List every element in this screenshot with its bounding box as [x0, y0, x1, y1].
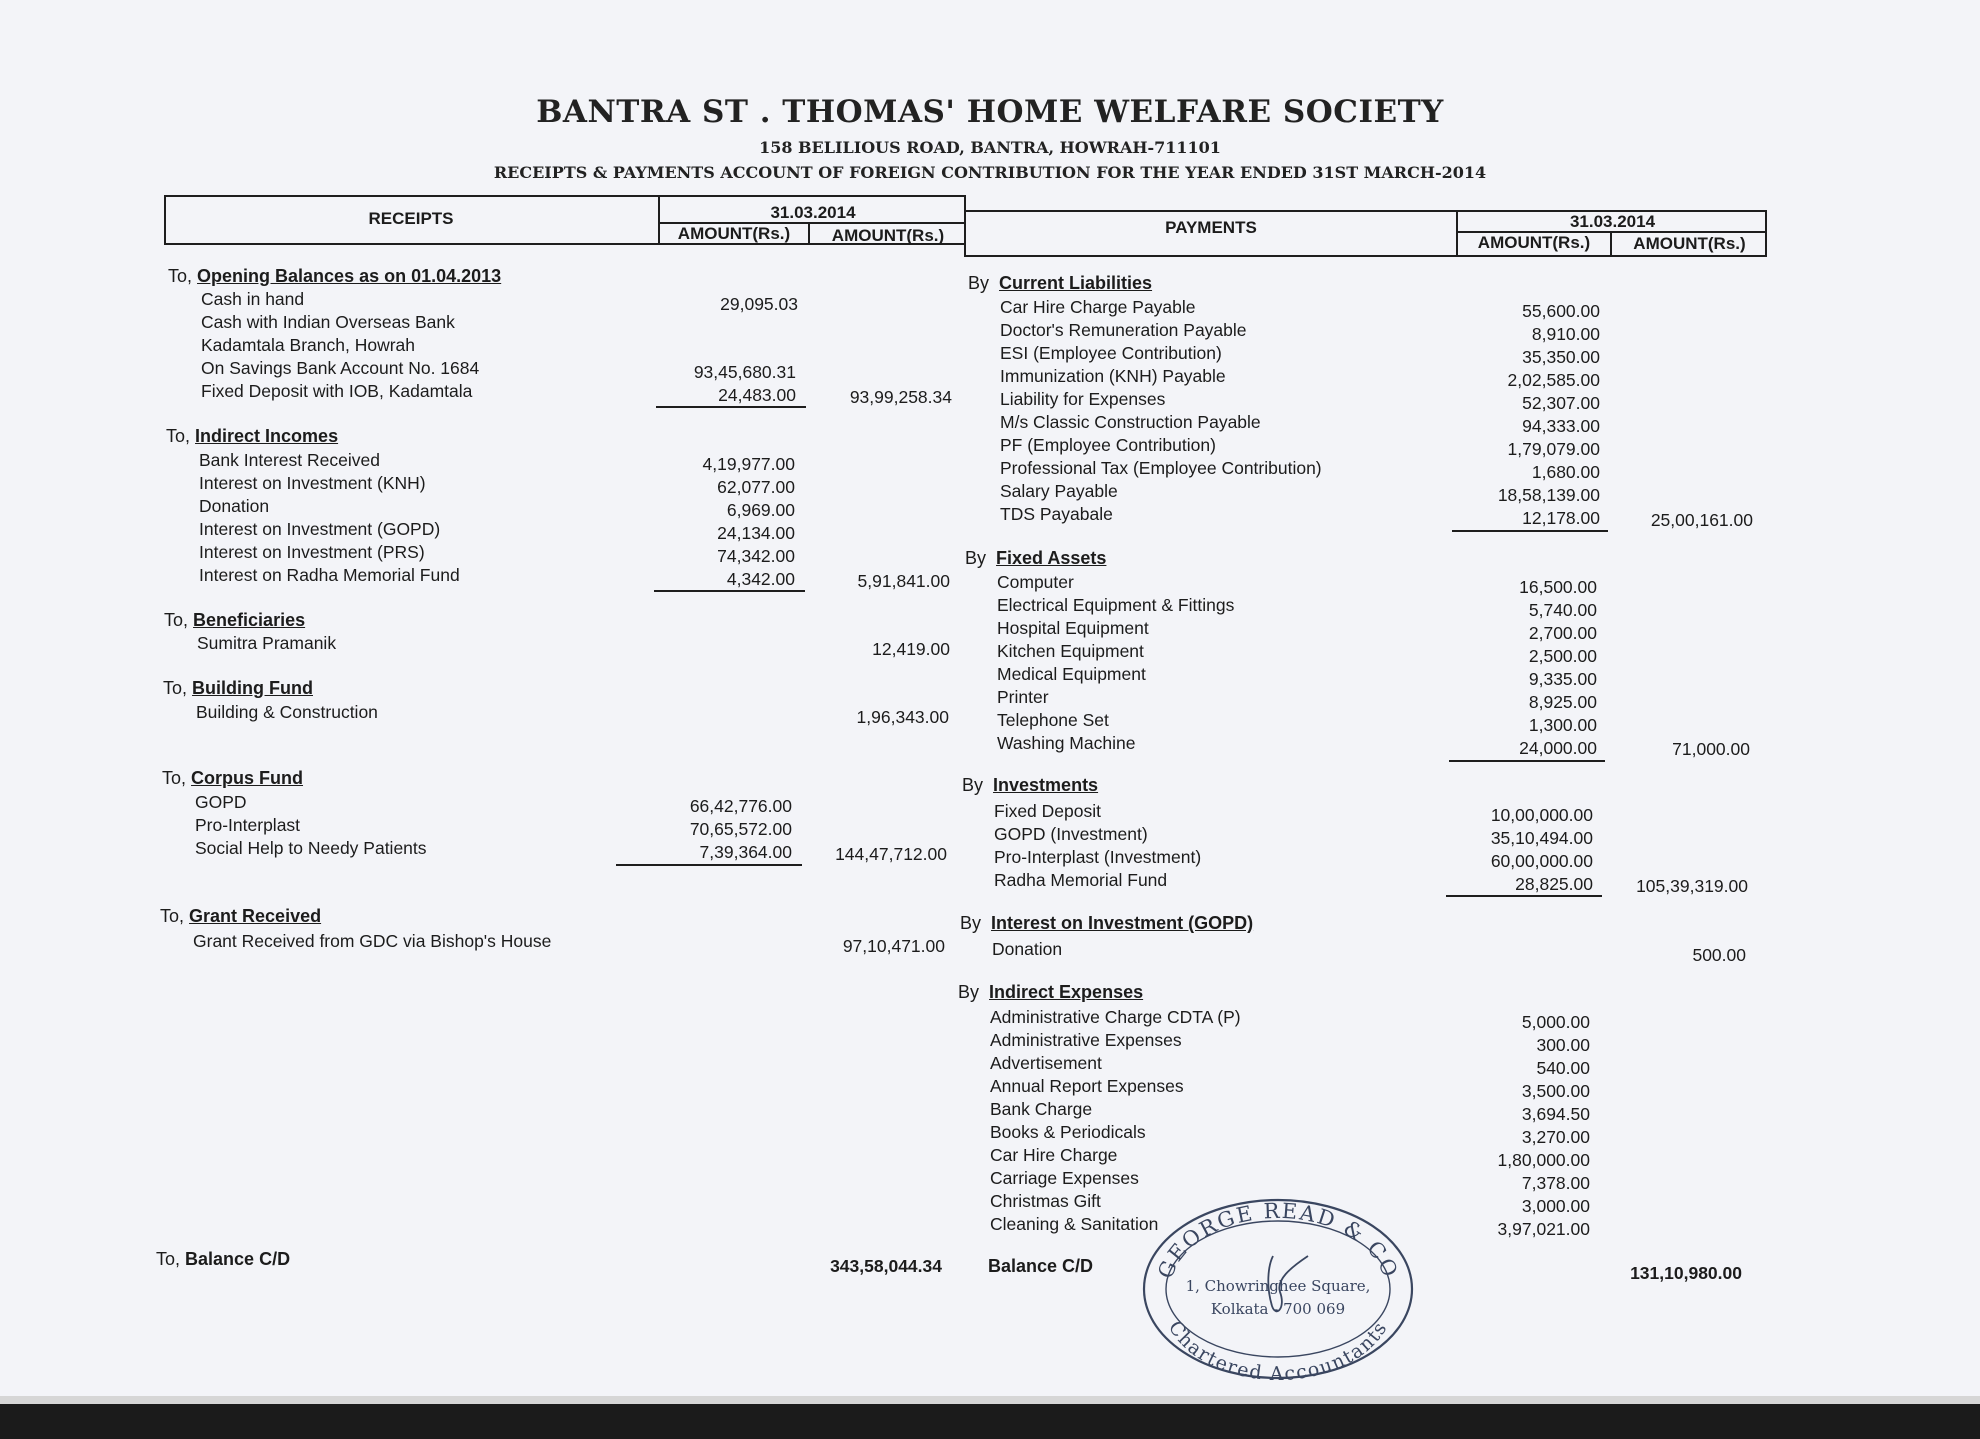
receipts-indirect-heading: To, Indirect Incomes [166, 426, 339, 446]
payment-total: 500.00 [1692, 945, 1746, 965]
payment-amount: 35,10,494.00 [1490, 828, 1593, 848]
payment-amount: 540.00 [1536, 1058, 1590, 1078]
payment-item: Washing Machine [997, 733, 1136, 753]
payment-subtotal-rule [1449, 760, 1605, 762]
receipt-amount: 29,095.03 [720, 294, 798, 314]
payment-subtotal-rule [1452, 530, 1608, 532]
document-title: BANTRA ST . THOMAS' HOME WELFARE SOCIETY [536, 94, 1444, 130]
stamp-firm-name: GEORGE READ & CO [1153, 1198, 1403, 1282]
payment-subtotal-rule [1446, 895, 1602, 897]
payment-amount: 1,79,079.00 [1507, 439, 1600, 459]
receipts-building-heading: To, Building Fund [163, 678, 313, 698]
receipt-item: Cash with Indian Overseas Bank [201, 312, 455, 332]
payment-item: PF (Employee Contribution) [1000, 435, 1216, 455]
payment-amount: 10,00,000.00 [1490, 805, 1593, 825]
payment-amount: 24,000.00 [1519, 738, 1597, 758]
receipt-item: Bank Interest Received [199, 450, 380, 470]
receipt-item: Building & Construction [196, 702, 378, 722]
payment-total: 71,000.00 [1672, 739, 1750, 759]
payment-item: Kitchen Equipment [997, 641, 1144, 661]
receipt-item: GOPD [195, 792, 247, 812]
receipt-amount: 6,969.00 [726, 500, 795, 520]
payment-item: TDS Payabale [1000, 504, 1113, 524]
payment-amount: 52,307.00 [1522, 393, 1600, 413]
receipts-balance-label: To, Balance C/D [156, 1249, 291, 1269]
payment-item: Salary Payable [1000, 481, 1118, 501]
receipt-item: Sumitra Pramanik [197, 633, 337, 653]
payment-amount: 2,700.00 [1528, 623, 1597, 643]
payments-current-heading: By Current Liabilities [968, 273, 1153, 293]
payment-amount: 94,333.00 [1522, 416, 1600, 436]
receipt-amount: 7,39,364.00 [699, 842, 792, 862]
scan-edge-light [0, 1396, 1980, 1404]
payment-item: Computer [997, 572, 1074, 592]
payment-amount: 2,02,585.00 [1507, 370, 1600, 390]
payment-item: Bank Charge [990, 1099, 1093, 1119]
payment-item: Advertisement [990, 1053, 1102, 1073]
receipt-amount: 4,19,977.00 [702, 454, 795, 474]
payment-item: Administrative Expenses [990, 1030, 1182, 1050]
payments-expenses-heading: By Indirect Expenses [958, 982, 1144, 1002]
payment-item: ESI (Employee Contribution) [1000, 343, 1222, 363]
receipts-date: 31.03.2014 [770, 203, 856, 222]
receipt-item: Interest on Investment (KNH) [199, 473, 426, 493]
scan-edge [0, 1404, 1980, 1439]
payment-amount: 1,300.00 [1528, 715, 1597, 735]
payments-header: PAYMENTS [1165, 218, 1257, 237]
payment-amount: 35,350.00 [1522, 347, 1600, 367]
stamp-address-line1: 1, Chowringhee Square, [1185, 1277, 1371, 1295]
payment-item: Fixed Deposit [994, 801, 1101, 821]
payments-amount-col1: AMOUNT(Rs.) [1477, 233, 1591, 252]
payment-amount: 12,178.00 [1522, 508, 1600, 528]
payment-amount: 3,500.00 [1521, 1081, 1590, 1101]
payment-item: Donation [992, 939, 1063, 959]
payment-item: Printer [997, 687, 1049, 707]
payment-item: Books & Periodicals [990, 1122, 1146, 1142]
payment-amount: 1,80,000.00 [1497, 1150, 1590, 1170]
document-address: 158 BELILIOUS ROAD, BANTRA, HOWRAH-711101 [759, 138, 1221, 157]
payment-amount: 3,000.00 [1521, 1196, 1590, 1216]
receipt-item: Grant Received from GDC via Bishop's House [193, 931, 552, 951]
receipt-total: 12,419.00 [872, 639, 950, 659]
payments-fixed-heading: By Fixed Assets [965, 548, 1107, 568]
receipts-grant-heading: To, Grant Received [160, 906, 322, 926]
payment-amount: 3,97,021.00 [1497, 1219, 1590, 1239]
payment-item: Doctor's Remuneration Payable [1000, 320, 1247, 340]
payment-item: Car Hire Charge Payable [1000, 297, 1196, 317]
payment-amount: 55,600.00 [1522, 301, 1600, 321]
receipt-subtotal-rule [656, 406, 806, 408]
stamp-profession: Chartered Accountants [1163, 1317, 1393, 1382]
receipt-item: Cash in hand [201, 289, 305, 309]
payment-item: GOPD (Investment) [994, 824, 1148, 844]
receipts-amount-col2: AMOUNT(Rs.) [831, 226, 945, 245]
receipt-subtotal-rule [616, 864, 802, 866]
auditor-stamp [1140, 1196, 1416, 1382]
receipt-subtotal-rule [654, 590, 805, 592]
payment-amount: 1,680.00 [1531, 462, 1600, 482]
receipt-item: Kadamtala Branch, Howrah [201, 335, 415, 355]
payment-item: Hospital Equipment [997, 618, 1149, 638]
payment-item: Immunization (KNH) Payable [1000, 366, 1226, 386]
receipt-amount: 4,342.00 [726, 569, 795, 589]
receipt-total: 1,96,343.00 [856, 707, 949, 727]
receipts-corpus-heading: To, Corpus Fund [162, 768, 304, 788]
stamp-address-line2: Kolkata - 700 069 [1210, 1300, 1346, 1318]
payment-amount: 2,500.00 [1528, 646, 1597, 666]
payment-amount: 60,00,000.00 [1490, 851, 1593, 871]
payment-item: Pro-Interplast (Investment) [994, 847, 1202, 867]
receipt-amount: 74,342.00 [717, 546, 795, 566]
receipts-opening-heading: To, Opening Balances as on 01.04.2013 [168, 266, 502, 286]
payment-amount: 300.00 [1536, 1035, 1590, 1055]
receipt-item: Donation [199, 496, 270, 516]
payment-amount: 7,378.00 [1521, 1173, 1590, 1193]
payments-investments-heading: By Investments [962, 775, 1099, 795]
payment-amount: 8,925.00 [1528, 692, 1597, 712]
receipt-total: 97,10,471.00 [842, 936, 945, 956]
receipt-amount: 24,134.00 [717, 523, 795, 543]
payments-amount-col2: AMOUNT(Rs.) [1633, 234, 1746, 253]
payment-amount: 3,270.00 [1521, 1127, 1590, 1147]
payment-amount: 5,000.00 [1521, 1012, 1590, 1032]
payment-amount: 18,58,139.00 [1497, 485, 1600, 505]
payments-interest-heading: By Interest on Investment (GOPD) [960, 913, 1254, 933]
receipt-amount: 66,42,776.00 [689, 796, 792, 816]
receipt-total: 144,47,712.00 [835, 844, 947, 864]
payment-item: Annual Report Expenses [990, 1076, 1184, 1096]
receipts-beneficiaries-heading: To, Beneficiaries [164, 610, 306, 630]
receipt-item: Fixed Deposit with IOB, Kadamtala [201, 381, 473, 401]
receipt-item: Interest on Radha Memorial Fund [199, 565, 460, 585]
payment-item: M/s Classic Construction Payable [1000, 412, 1261, 432]
payment-amount: 5,740.00 [1528, 600, 1597, 620]
receipt-total: 93,99,258.34 [849, 387, 952, 407]
receipt-item: Pro-Interplast [195, 815, 301, 835]
receipt-amount: 62,077.00 [717, 477, 795, 497]
payment-item: Liability for Expenses [1000, 389, 1166, 409]
payment-item: Administrative Charge CDTA (P) [990, 1007, 1241, 1027]
payments-balance-label: Balance C/D [988, 1256, 1094, 1276]
receipt-item: Interest on Investment (PRS) [199, 542, 425, 562]
receipts-balance-total: 343,58,044.34 [830, 1256, 942, 1276]
payment-item: Carriage Expenses [990, 1168, 1139, 1188]
payment-total: 25,00,161.00 [1650, 510, 1753, 530]
payment-item: Telephone Set [997, 710, 1109, 730]
payment-item: Electrical Equipment & Fittings [997, 595, 1235, 615]
receipt-item: Social Help to Needy Patients [195, 838, 427, 858]
receipts-header: RECEIPTS [368, 209, 454, 228]
document-subtitle: RECEIPTS & PAYMENTS ACCOUNT OF FOREIGN CONTRIBUTION FOR THE YEAR ENDED 31ST MARCH-2014 [493, 163, 1487, 182]
payment-amount: 28,825.00 [1515, 874, 1593, 894]
receipt-amount: 93,45,680.31 [693, 362, 796, 382]
payment-amount: 9,335.00 [1528, 669, 1597, 689]
payment-total: 105,39,319.00 [1636, 876, 1748, 896]
payment-item: Cleaning & Sanitation [990, 1214, 1159, 1234]
payment-amount: 8,910.00 [1531, 324, 1600, 344]
receipt-item: On Savings Bank Account No. 1684 [201, 358, 480, 378]
receipts-amount-col1: AMOUNT(Rs.) [677, 224, 791, 243]
payment-amount: 3,694.50 [1521, 1104, 1590, 1124]
receipt-amount: 70,65,572.00 [689, 819, 792, 839]
payment-item: Car Hire Charge [990, 1145, 1118, 1165]
payments-balance-total: 131,10,980.00 [1630, 1263, 1742, 1283]
payment-item: Medical Equipment [997, 664, 1146, 684]
receipt-total: 5,91,841.00 [857, 571, 950, 591]
receipt-item: Interest on Investment (GOPD) [199, 519, 441, 539]
payment-item: Christmas Gift [990, 1191, 1101, 1211]
payment-amount: 16,500.00 [1519, 577, 1597, 597]
payments-date: 31.03.2014 [1569, 212, 1656, 231]
payment-item: Professional Tax (Employee Contribution) [1000, 458, 1322, 478]
receipt-amount: 24,483.00 [718, 385, 796, 405]
payment-item: Radha Memorial Fund [994, 870, 1168, 890]
